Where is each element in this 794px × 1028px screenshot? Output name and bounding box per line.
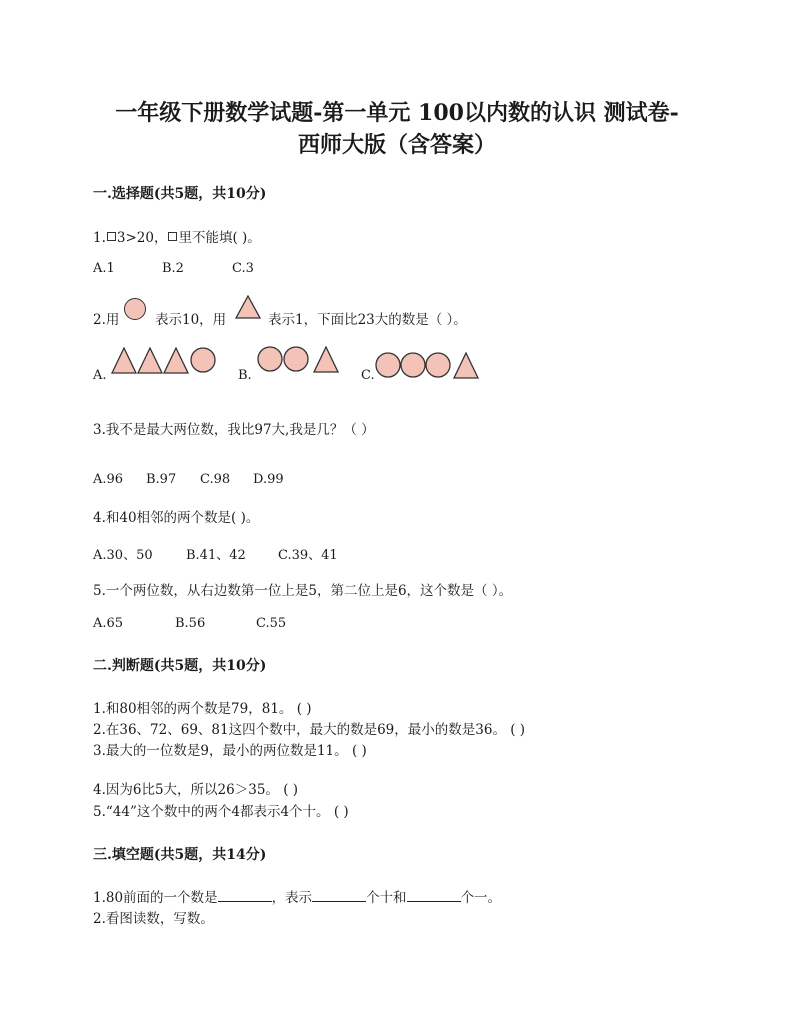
- q1-text-b: 里不能填( )。: [178, 230, 261, 246]
- q2-option-a-shapes: [111, 347, 217, 375]
- judge-item-1: 1.和80相邻的两个数是79，81。 ( ): [93, 701, 312, 717]
- question-3: 3.我不是最大两位数，我比97大,我是几？（ ）: [93, 422, 375, 438]
- document-title-line2: 西师大版（含答案）: [297, 132, 496, 158]
- fill-q1-text-b: ，表示: [271, 890, 313, 906]
- q2-text-part1: 2.用: [93, 312, 120, 328]
- triangle-icon: [454, 353, 478, 378]
- q5-option-c: C.55: [256, 616, 287, 631]
- q1-prefix: 1.: [93, 230, 106, 246]
- q1-text-a: 3>20，: [116, 230, 168, 246]
- q1-option-b: B.2: [162, 261, 184, 276]
- q2-option-b-shapes: [257, 346, 341, 374]
- judge-item-2: 2.在36、72、69、81这四个数中，最大的数是69，最小的数是36。 ( ): [93, 722, 526, 738]
- circle-icon: [376, 353, 400, 377]
- answer-blank[interactable]: [407, 889, 461, 902]
- q1-option-c: C.3: [232, 261, 254, 276]
- document-title-line1: 一年级下册数学试题-第一单元 100以内数的认识 测试卷-: [115, 100, 679, 126]
- answer-blank[interactable]: [218, 889, 272, 902]
- question-5: 5.一个两位数，从右边数第一位上是5，第二位上是6，这个数是（ ）。: [93, 583, 513, 599]
- circle-icon: [124, 298, 146, 320]
- judge-item-4: 4.因为6比5大，所以26＞35。 ( ): [93, 782, 299, 798]
- fill-q1-text-c: 个十和: [366, 890, 407, 906]
- circle-icon: [401, 353, 425, 377]
- q2-option-c-shapes: [375, 352, 483, 380]
- q2-text-part3: 表示1，下面比23大的数是（ ）。: [268, 312, 467, 328]
- triangle-icon: [164, 348, 188, 373]
- section2-heading: 二.判断题(共5题，共10分): [93, 658, 267, 674]
- triangle-icon: [314, 347, 338, 372]
- q2-text-part2: 表示10，用: [155, 312, 227, 328]
- triangle-icon: [235, 295, 261, 319]
- circle-icon: [258, 347, 282, 371]
- q5-option-b: B.56: [175, 616, 206, 631]
- fill-q1-text-d: 个一。: [460, 890, 502, 906]
- question-4: 4.和40相邻的两个数是( )。: [93, 510, 260, 526]
- fill-q1-text-a: 1.80前面的一个数是: [93, 890, 218, 906]
- circle-icon: [426, 353, 450, 377]
- answer-blank[interactable]: [312, 889, 366, 902]
- q3-option-b: B.97: [146, 472, 177, 487]
- circle-icon: [284, 347, 308, 371]
- q4-option-a: A.30、50: [93, 548, 153, 563]
- square-box-icon: [107, 232, 116, 241]
- q4-option-b: B.41、42: [186, 548, 246, 563]
- judge-item-5: 5.“44”这个数中的两个4都表示4个十。 ( ): [93, 804, 349, 820]
- square-box-icon: [168, 232, 177, 241]
- triangle-icon: [138, 348, 162, 373]
- q3-option-c: C.98: [200, 472, 231, 487]
- q5-option-a: A.65: [93, 616, 124, 631]
- q2-option-a: A.: [93, 368, 107, 383]
- q3-option-a: A.96: [93, 472, 124, 487]
- judge-item-3: 3.最大的一位数是9，最小的两位数是11。 ( ): [93, 743, 367, 759]
- q3-option-d: D.99: [253, 472, 284, 487]
- q4-option-c: C.39、41: [278, 548, 338, 563]
- q2-option-b: B.: [238, 368, 252, 383]
- fill-question-2: 2.看图读数，写数。: [93, 911, 214, 927]
- question-1: [93, 226, 261, 246]
- triangle-icon: [112, 348, 136, 373]
- circle-icon: [191, 348, 215, 372]
- q2-option-c: C.: [361, 368, 375, 383]
- q1-option-a: A.1: [93, 261, 115, 276]
- fill-question-1: [93, 886, 501, 906]
- section3-heading: 三.填空题(共5题，共14分): [93, 847, 267, 863]
- section1-heading: 一.选择题(共5题，共10分): [93, 186, 267, 202]
